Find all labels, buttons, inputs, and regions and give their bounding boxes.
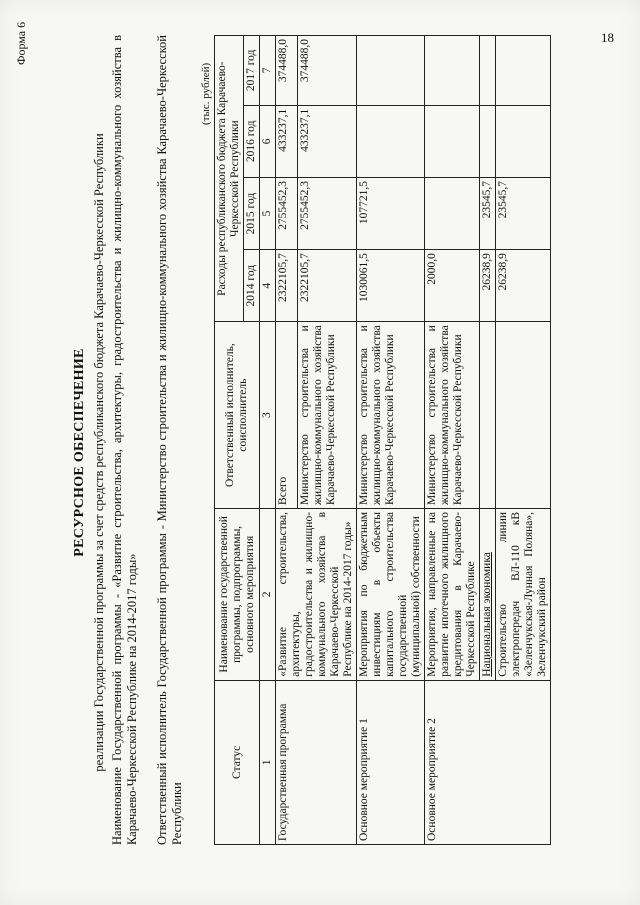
value-cell: 107721,5 [357,177,425,249]
executor-cell: Министерство строительства и жилищно-коммунального хозяйства Карачаево-Черкесской Республики [425,322,480,509]
resource-table [214,35,551,845]
value-cell: 2000,0 [425,250,480,322]
value-cell [480,36,496,106]
value-cell [480,105,496,177]
units-label: (тыс. рублей) [200,62,212,125]
col-number: 2 [260,508,276,680]
value-cell [496,105,551,177]
value-cell [425,177,480,249]
table-row [357,36,425,845]
header-executor: Ответственный исполнитель, соисполнитель [215,322,260,509]
status-cell: Основное мероприятие 1 [357,680,425,844]
page-number: 18 [601,30,614,45]
header-year: 2016 год [244,105,260,177]
executor-cell [496,322,551,509]
value-cell: 1030061,5 [357,250,425,322]
value-cell: 2755452,3 [276,177,298,249]
document-title: РЕСУРСНОЕ ОБЕСПЕЧЕНИЕ [72,348,87,557]
name-cell: Мероприятия по бюджетным инвестициям в объекты капитального строительства государственной (муниципальной) собственности [357,508,425,680]
col-number: 7 [260,36,276,106]
header-row [215,36,244,845]
col-number: 5 [260,177,276,249]
header-status: Статус [215,680,260,844]
value-cell: 23545,7 [480,177,496,249]
value-cell: 374488,0 [276,36,298,106]
table-row [425,36,480,845]
header-name: Наименование государственной программы, подпрограммы, основного мероприятия [215,508,260,680]
name-cell: Строительство линии электропередач ВЛ-110 кВ «Зеленчукская-Лунная Поляна», Зеленчукский район [496,508,551,680]
executor-cell: Всего [276,322,298,509]
value-cell [496,36,551,106]
executor-line: Ответственный исполнитель Государственной программы - Министерство строительства и жилищно-коммунального хозяйства Карачаево-Черкесской Республики [155,35,184,845]
value-cell [357,105,425,177]
executor-cell [480,322,496,509]
value-cell: 374488,0 [298,36,357,106]
status-cell: Основное мероприятие 2 [425,680,551,844]
executor-cell: Министерство строительства и жилищно-коммунального хозяйства Карачаево-Черкесской Республики [357,322,425,509]
header-expenses: Расходы республиканского бюджета Карачаево-Черкесской Республики [215,36,244,322]
status-cell: Государственная программа [276,680,357,844]
header-year: 2015 год [244,177,260,249]
col-number: 1 [260,680,276,844]
header-year: 2017 год [244,36,260,106]
value-cell [425,105,480,177]
document-subtitle: реализации Государственной программы за счет средств республиканского бюджета Карачаево-Черкесской Республики [92,133,106,772]
value-cell: 433237,1 [298,105,357,177]
value-cell: 2322105,7 [298,250,357,322]
value-cell: 433237,1 [276,105,298,177]
col-number: 4 [260,250,276,322]
value-cell: 26238,9 [480,250,496,322]
column-numbers-row [260,36,276,845]
col-number: 3 [260,322,276,509]
value-cell: 2755452,3 [298,177,357,249]
value-cell [425,36,480,106]
executor-cell: Министерство строительства и жилищно-коммунального хозяйства Карачаево-Черкесской Республики [298,322,357,509]
value-cell: 23545,7 [496,177,551,249]
table-row [276,36,298,845]
section-heading: Национальная экономика [480,508,496,680]
name-cell: Мероприятия, направленные на развитие ипотечного жилищного кредитования в Карачаево-Черкесской Республике [425,508,480,680]
value-cell: 26238,9 [496,250,551,322]
value-cell [357,36,425,106]
program-name-line: Наименование Государственной программы - «Развитие строительства, архитектуры, градостроительства и жилищно-коммунального хозяйства в Карачаево-Черкесской Республике на 2014-2017 годы» [110,35,139,845]
col-number: 6 [260,105,276,177]
name-cell: «Развитие строительства, архитектуры, градостроительства и жилищно-коммунального хозяйства в Карачаево-Черкесской Республике на 2014-2017 годы» [276,508,357,680]
value-cell: 2322105,7 [276,250,298,322]
form-label: Форма 6 [14,21,28,65]
header-year: 2014 год [244,250,260,322]
